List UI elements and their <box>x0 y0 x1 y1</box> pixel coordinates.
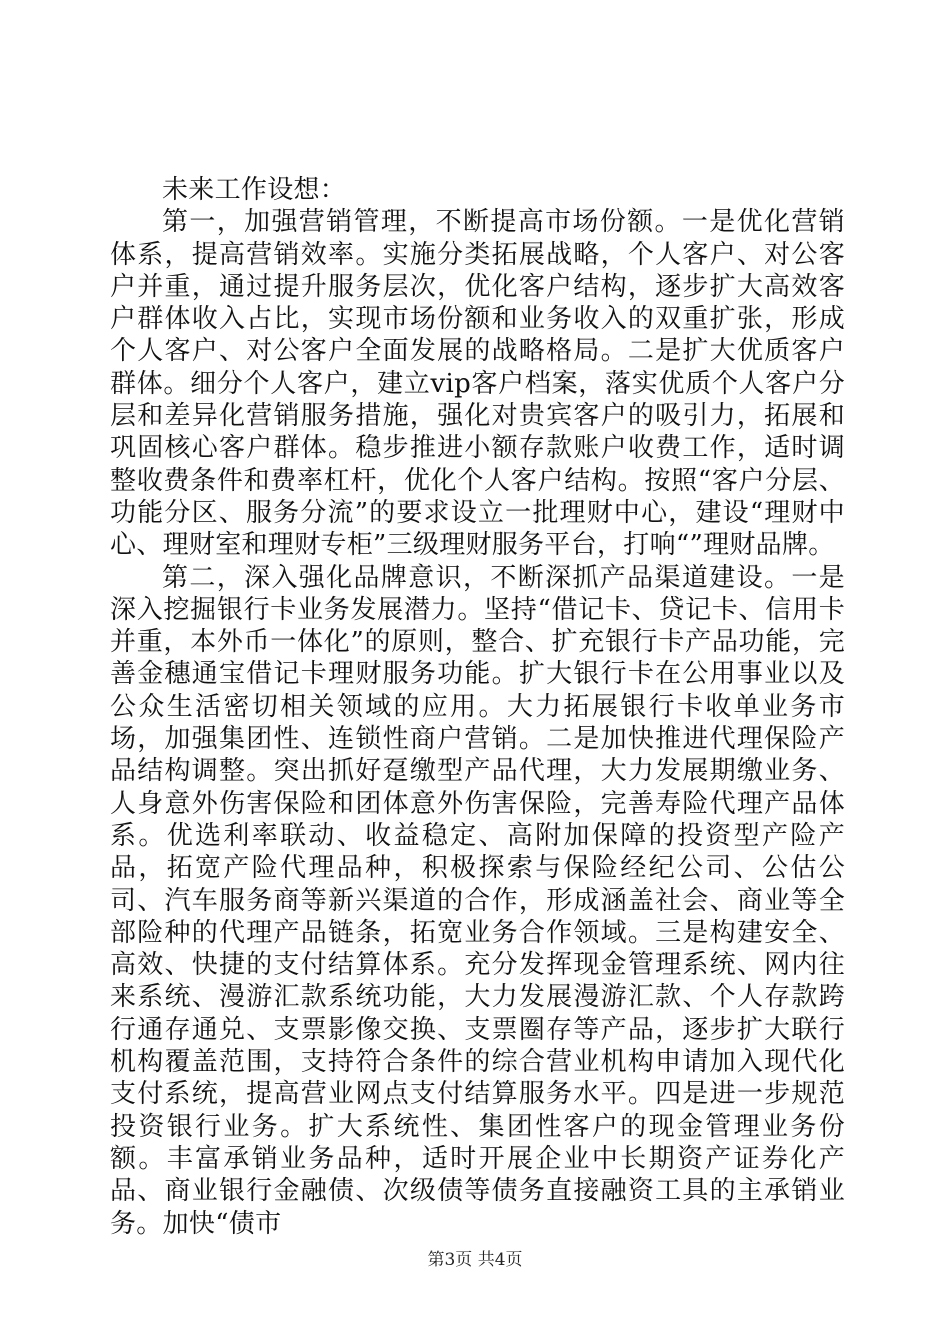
document-body <box>110 174 845 1240</box>
paragraph-1: 第一，加强营销管理，不断提高市场份额。一是优化营销体系，提高营销效率。实施分类拓展战略，个人客户、对公客户并重，通过提升服务层次，优化客户结构，逐步扩大高效客户群体收入占比，实现市场份额和业务收入的双重扩张，形成个人客户、对公客户全面发展的战略格局。二是扩大优质客户群体。细分个人客户，建立vip客户档案，落实优质个人客户分层和差异化营销服务措施，强化对贵宾客户的吸引力，拓展和巩固核心客户群体。稳步推进小额存款账户收费工作，适时调整收费条件和费率杠杆，优化个人客户结构。按照“客户分层、功能分区、服务分流”的要求设立一批理财中心，建设“理财中心、理财室和理财专柜”三级理财服务平台，打响“”理财品牌。 <box>110 207 845 561</box>
section-heading: 未来工作设想： <box>162 175 347 205</box>
paragraph-2: 第二，深入强化品牌意识，不断深抓产品渠道建设。一是深入挖掘银行卡业务发展潜力。坚持“借记卡、贷记卡、信用卡并重，本外币一体化”的原则，整合、扩充银行卡产品功能，完善金穗通宝借记卡理财服务功能。扩大银行卡在公用事业以及公众生活密切相关领域的应用。大力拓展银行卡收单业务市场，加强集团性、连锁性商户营销。二是加快推进代理保险产品结构调整。突出抓好趸缴型产品代理，大力发展期缴业务、人身意外伤害保险和团体意外伤害保险，完善寿险代理产品体系。优选利率联动、收益稳定、高附加保障的投资型产险产品，拓宽产险代理品种，积极探索与保险经纪公司、公估公司、汽车服务商等新兴渠道的合作，形成涵盖社会、商业等全部险种的代理产品链条，拓宽业务合作领域。三是构建安全、高效、快捷的支付结算体系。充分发挥现金管理系统、网内往来系统、漫游汇款系统功能，大力发展漫游汇款、个人存款跨行通存通兑、支票影像交换、支票圈存等产品，逐步扩大联行机构覆盖范围，支持符合条件的综合营业机构申请加入现代化支付系统，提高营业网点支付结算服务水平。四是进一步规范投资银行业务。扩大系统性、集团性客户的现金管理业务份额。丰富承销业务品种，适时开展企业中长期资产证券化产品、商业银行金融债、次级债等债务直接融资工具的主承销业务。加快“债市 <box>110 562 845 1239</box>
page-footer: 第3页 共4页 <box>427 1250 523 1270</box>
